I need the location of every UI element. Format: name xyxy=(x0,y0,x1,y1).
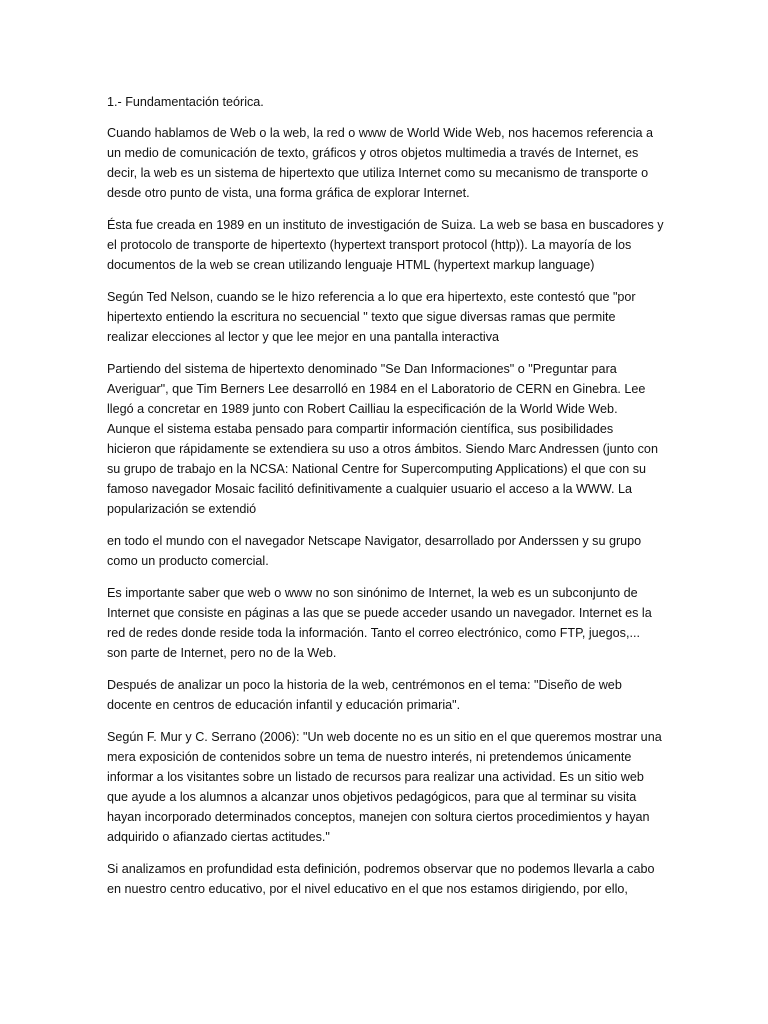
text-line: popularización se extendió xyxy=(107,502,257,516)
document-body xyxy=(107,92,667,911)
paragraph xyxy=(107,359,667,519)
text-line: desde otro punto de vista, una forma gráfica de explorar Internet. xyxy=(107,186,470,200)
text-line: llegó a concretar en 1989 junto con Robert Cailliau la especificación de la World Wide Web. xyxy=(107,402,618,416)
text-line: Según F. Mur y C. Serrano (2006): "Un web docente no es un sitio en el que queremos mostrar una xyxy=(107,730,662,744)
text-line: su grupo de trabajo en la NCSA: National Centre for Supercomputing Applications) el que con su xyxy=(107,462,647,476)
text-line: que ayude a los alumnos a alcanzar unos objetivos pedagógicos, para que al terminar su visita xyxy=(107,790,637,804)
text-line: mera exposición de contenidos sobre un tema de nuestro interés, ni pretendemos únicamente xyxy=(107,750,632,764)
text-line: realizar elecciones al lector y que lee mejor en una pantalla interactiva xyxy=(107,330,500,344)
text-line: Según Ted Nelson, cuando se le hizo referencia a lo que era hipertexto, este contestó que "por xyxy=(107,290,636,304)
text-line: un medio de comunicación de texto, gráficos y otros objetos multimedia a través de Internet, es xyxy=(107,146,639,160)
text-line: Internet que consiste en páginas a las que se puede acceder usando un navegador. Internet es la xyxy=(107,606,652,620)
text-line: Después de analizar un poco la historia de la web, centrémonos en el tema: "Diseño de web xyxy=(107,678,622,692)
text-line: famoso navegador Mosaic facilitó definitivamente a cualquier usuario el acceso a la WWW. La xyxy=(107,482,632,496)
text-line: docente en centros de educación infantil y educación primaria". xyxy=(107,698,461,712)
paragraph xyxy=(107,727,667,847)
text-line: adquirido o afianzado ciertas actitudes." xyxy=(107,830,330,844)
text-line: red de redes donde reside toda la información. Tanto el correo electrónico, como FTP, juegos,... xyxy=(107,626,640,640)
paragraph xyxy=(107,675,667,715)
text-line: documentos de la web se crean utilizando lenguaje HTML (hypertext markup language) xyxy=(107,258,595,272)
text-line: informar a los visitantes sobre un listado de recursos para realizar una actividad. Es un sitio web xyxy=(107,770,644,784)
text-line: Cuando hablamos de Web o la web, la red o www de World Wide Web, nos hacemos referencia a xyxy=(107,126,654,140)
text-line: Si analizamos en profundidad esta definición, podremos observar que no podemos llevarla a cabo xyxy=(107,862,655,876)
text-line: son parte de Internet, pero no de la Web. xyxy=(107,646,337,660)
text-line: Es importante saber que web o www no son sinónimo de Internet, la web es un subconjunto de xyxy=(107,586,638,600)
text-line: decir, la web es un sistema de hipertexto que utiliza Internet como su mecanismo de transporte o xyxy=(107,166,649,180)
paragraph xyxy=(107,859,667,899)
text-line: Averiguar", que Tim Berners Lee desarrolló en 1984 en el Laboratorio de CERN en Ginebra. Lee xyxy=(107,382,646,396)
text-line: hicieron que rápidamente se extendiera su uso a otros ámbitos. Siendo Marc Andressen (junto con xyxy=(107,442,658,456)
paragraph xyxy=(107,215,667,275)
text-line: en nuestro centro educativo, por el nivel educativo en el que nos estamos dirigiendo, por ello, xyxy=(107,882,628,896)
text-line: el protocolo de transporte de hipertexto (hypertext transport protocol (http)). La mayoría de los xyxy=(107,238,632,252)
text-line: Ésta fue creada en 1989 en un instituto de investigación de Suiza. La web se basa en buscadores y xyxy=(107,218,664,232)
text-line: hipertexto entiendo la escritura no secuencial " texto que sigue diversas ramas que permite xyxy=(107,310,616,324)
text-line: en todo el mundo con el navegador Netscape Navigator, desarrollado por Anderssen y su grupo xyxy=(107,534,642,548)
paragraph xyxy=(107,531,667,571)
section-heading: 1.- Fundamentación teórica. xyxy=(107,95,264,109)
paragraph-list xyxy=(107,123,667,899)
paragraph xyxy=(107,123,667,203)
paragraph xyxy=(107,287,667,347)
text-line: como un producto comercial. xyxy=(107,554,269,568)
text-line: hayan incorporado determinados conceptos, manejen con soltura ciertos procedimientos y hayan xyxy=(107,810,650,824)
text-line: Partiendo del sistema de hipertexto denominado "Se Dan Informaciones" o "Preguntar para xyxy=(107,362,617,376)
text-line: Aunque el sistema estaba pensado para compartir información científica, sus posibilidades xyxy=(107,422,614,436)
paragraph xyxy=(107,583,667,663)
